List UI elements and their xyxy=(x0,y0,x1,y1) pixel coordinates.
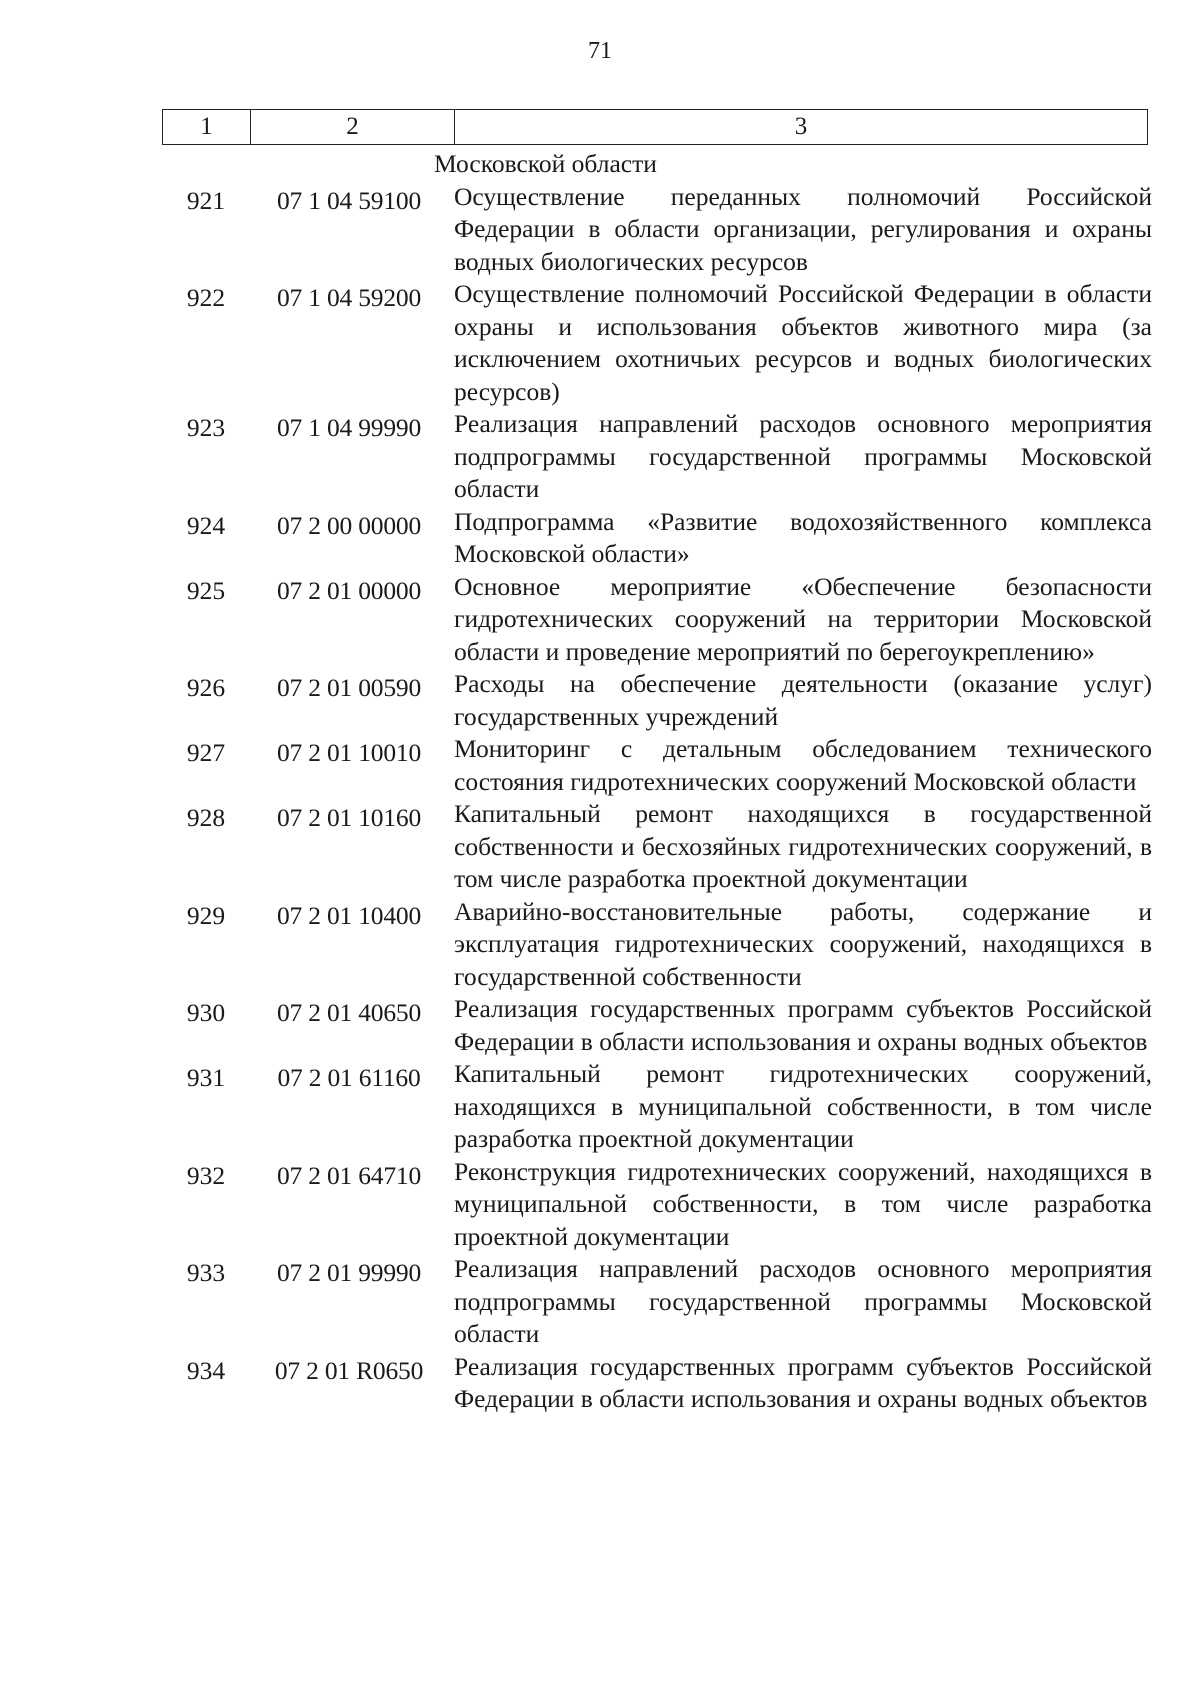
table-row xyxy=(162,408,1152,506)
row-number: 926 xyxy=(186,673,226,702)
row-code: 07 2 01 61160 xyxy=(277,1063,421,1092)
table-row xyxy=(162,571,1152,669)
page-number: 71 xyxy=(588,38,612,64)
row-number: 929 xyxy=(186,900,226,930)
row-description: Расходы на обеспечение деятельности (оказание услуг) государственных учреждений xyxy=(454,669,1152,731)
table-row xyxy=(162,1351,1152,1416)
table-row xyxy=(162,1058,1152,1156)
row-number: 922 xyxy=(186,283,226,312)
header-col-2: 2 xyxy=(251,110,455,144)
row-number: 921 xyxy=(186,185,226,215)
row-description: Осуществление переданных полномочий Российской Федерации в области организации, регулирования и охраны водных биологических ресурсов xyxy=(454,181,1152,276)
row-code: 07 2 01 99990 xyxy=(276,1258,422,1287)
table-row xyxy=(162,993,1152,1058)
row-code: 07 2 01 00590 xyxy=(276,673,422,702)
row-code: 07 2 01 10010 xyxy=(276,738,422,767)
row-code: 07 2 01 00000 xyxy=(276,575,422,605)
table-row xyxy=(162,1156,1152,1254)
table-row xyxy=(162,733,1152,798)
row-code: 07 1 04 59200 xyxy=(276,283,422,312)
row-description: Реализация направлений расходов основного мероприятия подпрограммы государственной программы Московской области xyxy=(454,1254,1152,1348)
table-row xyxy=(162,798,1152,896)
continuation-text: Московской области xyxy=(434,149,657,178)
table-row xyxy=(162,668,1152,733)
row-code: 07 2 01 64710 xyxy=(276,1160,422,1190)
row-description: Осуществление полномочий Российской Федерации в области охраны и использования объектов животного мира (за исключением охотничьих ресурсов и водных биологических ресурсов) xyxy=(454,279,1152,406)
table-header xyxy=(162,109,1148,145)
row-number: 925 xyxy=(186,575,226,605)
row-code: 07 2 01 10400 xyxy=(276,900,422,930)
row-number: 927 xyxy=(186,738,226,767)
row-number: 930 xyxy=(186,998,226,1027)
row-number: 924 xyxy=(186,510,226,540)
row-code: 07 2 01 R0650 xyxy=(274,1355,424,1385)
row-description: Реализация государственных программ субъектов Российской Федерации в области использования и охраны водных объектов xyxy=(454,1351,1152,1413)
row-code: 07 2 01 10160 xyxy=(276,803,422,832)
row-number: 928 xyxy=(186,803,226,832)
row-number: 932 xyxy=(186,1160,226,1190)
row-description: Аварийно-восстановительные работы, содержание и эксплуатация гидротехнических сооружений, находящихся в государственной собственности xyxy=(454,896,1152,991)
table-row xyxy=(162,181,1152,279)
row-description: Капитальный ремонт гидротехнических сооружений, находящихся в муниципальной собственности, в том числе разработка проектной документации xyxy=(454,1059,1152,1153)
row-description: Мониторинг с детальным обследованием технического состояния гидротехнических сооружений Московской области xyxy=(454,734,1152,796)
row-code: 07 1 04 59100 xyxy=(276,185,422,215)
row-description: Реконструкция гидротехнических сооружений, находящихся в муниципальной собственности, в том числе разработка проектной документации xyxy=(454,1156,1152,1251)
header-col-1: 1 xyxy=(163,110,251,144)
row-description: Основное мероприятие «Обеспечение безопасности гидротехнических сооружений на территории Московской области и проведение мероприятий по берегоукреплению» xyxy=(454,571,1152,666)
row-code: 07 1 04 99990 xyxy=(276,413,422,442)
continuation-row xyxy=(162,148,1152,181)
row-description: Реализация направлений расходов основного мероприятия подпрограммы государственной программы Московской области xyxy=(454,409,1152,503)
row-number: 923 xyxy=(186,413,226,442)
table-row xyxy=(162,1253,1152,1351)
table-row xyxy=(162,278,1152,408)
row-number: 931 xyxy=(186,1063,226,1092)
row-number: 934 xyxy=(186,1355,226,1385)
header-col-3: 3 xyxy=(794,113,808,140)
row-description: Капитальный ремонт находящихся в государственной собственности и бесхозяйных гидротехнических сооружений, в том числе разработка проектной документации xyxy=(454,799,1152,893)
row-description: Подпрограмма «Развитие водохозяйственного комплекса Московской области» xyxy=(454,506,1152,568)
row-code: 07 2 01 40650 xyxy=(276,998,422,1027)
row-number: 933 xyxy=(186,1258,226,1287)
row-description: Реализация государственных программ субъектов Российской Федерации в области использования и охраны водных объектов xyxy=(454,994,1152,1056)
row-code: 07 2 00 00000 xyxy=(276,510,422,540)
table-row xyxy=(162,506,1152,571)
table-body xyxy=(162,148,1152,1416)
table-row xyxy=(162,896,1152,994)
